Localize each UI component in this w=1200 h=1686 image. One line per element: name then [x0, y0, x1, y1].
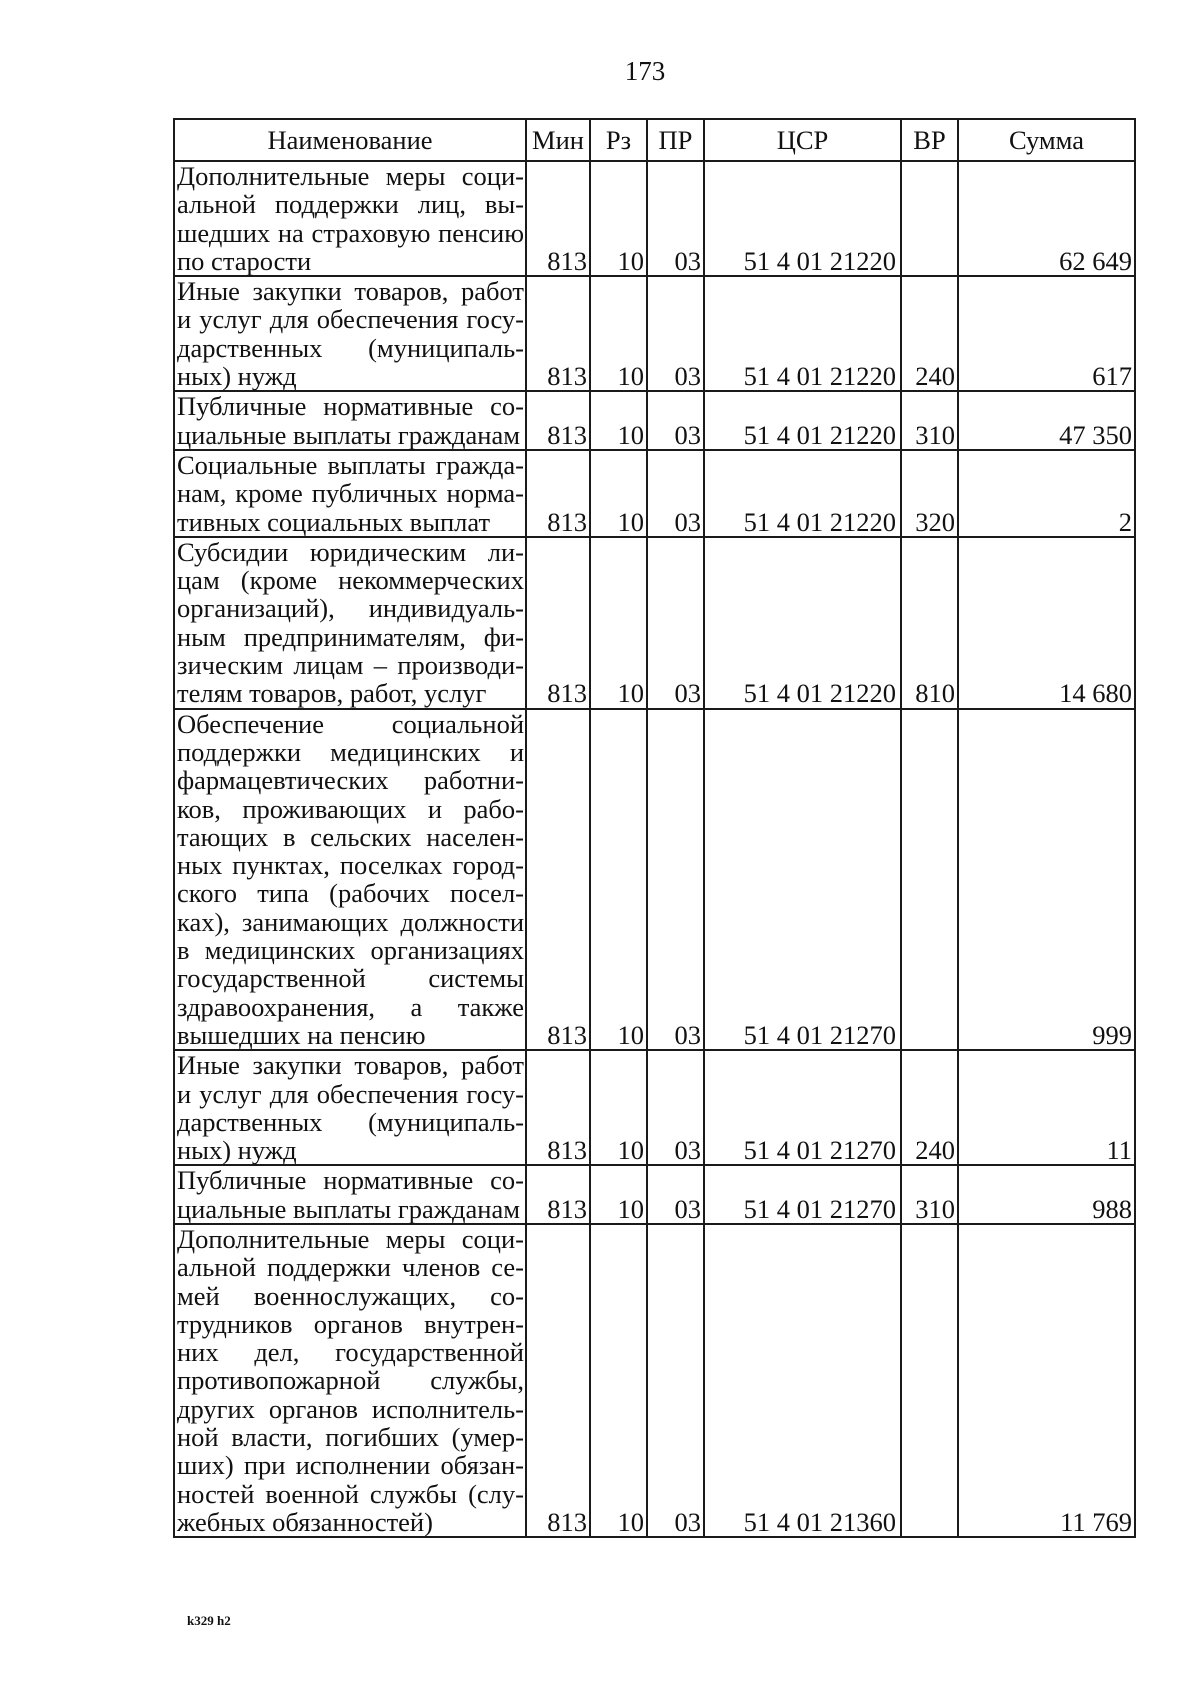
- row-min: 813: [526, 537, 590, 709]
- row-vr: [901, 709, 958, 1051]
- row-pr: 03: [647, 709, 704, 1051]
- row-name: Иные закупки товаров, работ и услуг для обеспечения государственных (муниципальных) нужд: [174, 276, 526, 391]
- row-rz: 10: [590, 391, 647, 450]
- row-name: Дополнительные меры социальной поддержки членов семей военнослужащих, сотрудников органов внутренних дел, государственной противопожарной службы, других органов исполнительной власти, погибших (умерших) при исполнении обязанностей военной службы (служебных обязанностей): [174, 1224, 526, 1537]
- header-min: Мин: [526, 119, 590, 161]
- row-min: 813: [526, 1165, 590, 1224]
- table-row: [174, 537, 1135, 709]
- row-sum: 988: [958, 1165, 1135, 1224]
- table-row: [174, 276, 1135, 391]
- table-body: [174, 161, 1135, 1537]
- row-csr: 51 4 01 21270: [704, 709, 901, 1051]
- row-csr: 51 4 01 21220: [704, 537, 901, 709]
- row-sum: 617: [958, 276, 1135, 391]
- header-row: [174, 119, 1135, 161]
- row-sum: 47 350: [958, 391, 1135, 450]
- table-row: [174, 1165, 1135, 1224]
- row-name: Субсидии юридическим лицам (кроме некоммерческих организаций), индивидуальным предпринимателям, физическим лицам – производителям товаров, работ, услуг: [174, 537, 526, 709]
- row-rz: 10: [590, 1050, 647, 1165]
- row-sum: 999: [958, 709, 1135, 1051]
- row-rz: 10: [590, 709, 647, 1051]
- header-rz: Рз: [590, 119, 647, 161]
- row-name: Иные закупки товаров, работ и услуг для обеспечения государственных (муниципальных) нужд: [174, 1050, 526, 1165]
- row-sum: 62 649: [958, 161, 1135, 276]
- row-sum: 11 769: [958, 1224, 1135, 1537]
- row-min: 813: [526, 161, 590, 276]
- row-vr: [901, 161, 958, 276]
- row-rz: 10: [590, 537, 647, 709]
- row-min: 813: [526, 450, 590, 537]
- row-name: Дополнительные меры социальной поддержки лиц, вышедших на страховую пенсию по старости: [174, 161, 526, 276]
- row-rz: 10: [590, 276, 647, 391]
- row-vr: 310: [901, 1165, 958, 1224]
- row-csr: 51 4 01 21270: [704, 1050, 901, 1165]
- row-vr: 310: [901, 391, 958, 450]
- row-vr: 240: [901, 1050, 958, 1165]
- row-pr: 03: [647, 161, 704, 276]
- row-pr: 03: [647, 1050, 704, 1165]
- row-vr: [901, 1224, 958, 1537]
- page-number: 173: [624, 56, 666, 86]
- row-min: 813: [526, 709, 590, 1051]
- row-name: Социальные выплаты гражданам, кроме публичных нормативных социальных выплат: [174, 450, 526, 537]
- table-header: [174, 119, 1135, 161]
- budget-table: [173, 118, 1136, 1538]
- row-rz: 10: [590, 161, 647, 276]
- row-vr: 240: [901, 276, 958, 391]
- row-min: 813: [526, 391, 590, 450]
- row-vr: 810: [901, 537, 958, 709]
- row-min: 813: [526, 1224, 590, 1537]
- table-row: [174, 450, 1135, 537]
- table-row: [174, 709, 1135, 1051]
- row-name: Публичные нормативные социальные выплаты гражданам: [174, 1165, 526, 1224]
- row-rz: 10: [590, 1224, 647, 1537]
- row-csr: 51 4 01 21220: [704, 276, 901, 391]
- header-name: Наименование: [174, 119, 526, 161]
- row-sum: 2: [958, 450, 1135, 537]
- header-sum: Сумма: [958, 119, 1135, 161]
- table-row: [174, 391, 1135, 450]
- row-csr: 51 4 01 21220: [704, 450, 901, 537]
- footer-code: k329 h2: [187, 1613, 231, 1628]
- row-csr: 51 4 01 21270: [704, 1165, 901, 1224]
- row-sum: 14 680: [958, 537, 1135, 709]
- row-pr: 03: [647, 391, 704, 450]
- row-min: 813: [526, 1050, 590, 1165]
- row-pr: 03: [647, 537, 704, 709]
- row-min: 813: [526, 276, 590, 391]
- row-rz: 10: [590, 450, 647, 537]
- table-row: [174, 1224, 1135, 1537]
- row-sum: 11: [958, 1050, 1135, 1165]
- row-name: Публичные нормативные социальные выплаты гражданам: [174, 391, 526, 450]
- row-pr: 03: [647, 1224, 704, 1537]
- row-rz: 10: [590, 1165, 647, 1224]
- header-vr: ВР: [901, 119, 958, 161]
- row-pr: 03: [647, 450, 704, 537]
- row-vr: 320: [901, 450, 958, 537]
- row-csr: 51 4 01 21360: [704, 1224, 901, 1537]
- row-name: Обеспечение социальной поддержки медицинских и фармацевтических работников, проживающих и работающих в сельских населенных пунктах, поселках городского типа (рабочих поселках), занимающих должности в медицинских организациях государственной системы здравоохранения, а также вышедших на пенсию: [174, 709, 526, 1051]
- header-csr: ЦСР: [704, 119, 901, 161]
- table-row: [174, 161, 1135, 276]
- header-pr: ПР: [647, 119, 704, 161]
- row-csr: 51 4 01 21220: [704, 391, 901, 450]
- row-pr: 03: [647, 1165, 704, 1224]
- row-csr: 51 4 01 21220: [704, 161, 901, 276]
- row-pr: 03: [647, 276, 704, 391]
- table-row: [174, 1050, 1135, 1165]
